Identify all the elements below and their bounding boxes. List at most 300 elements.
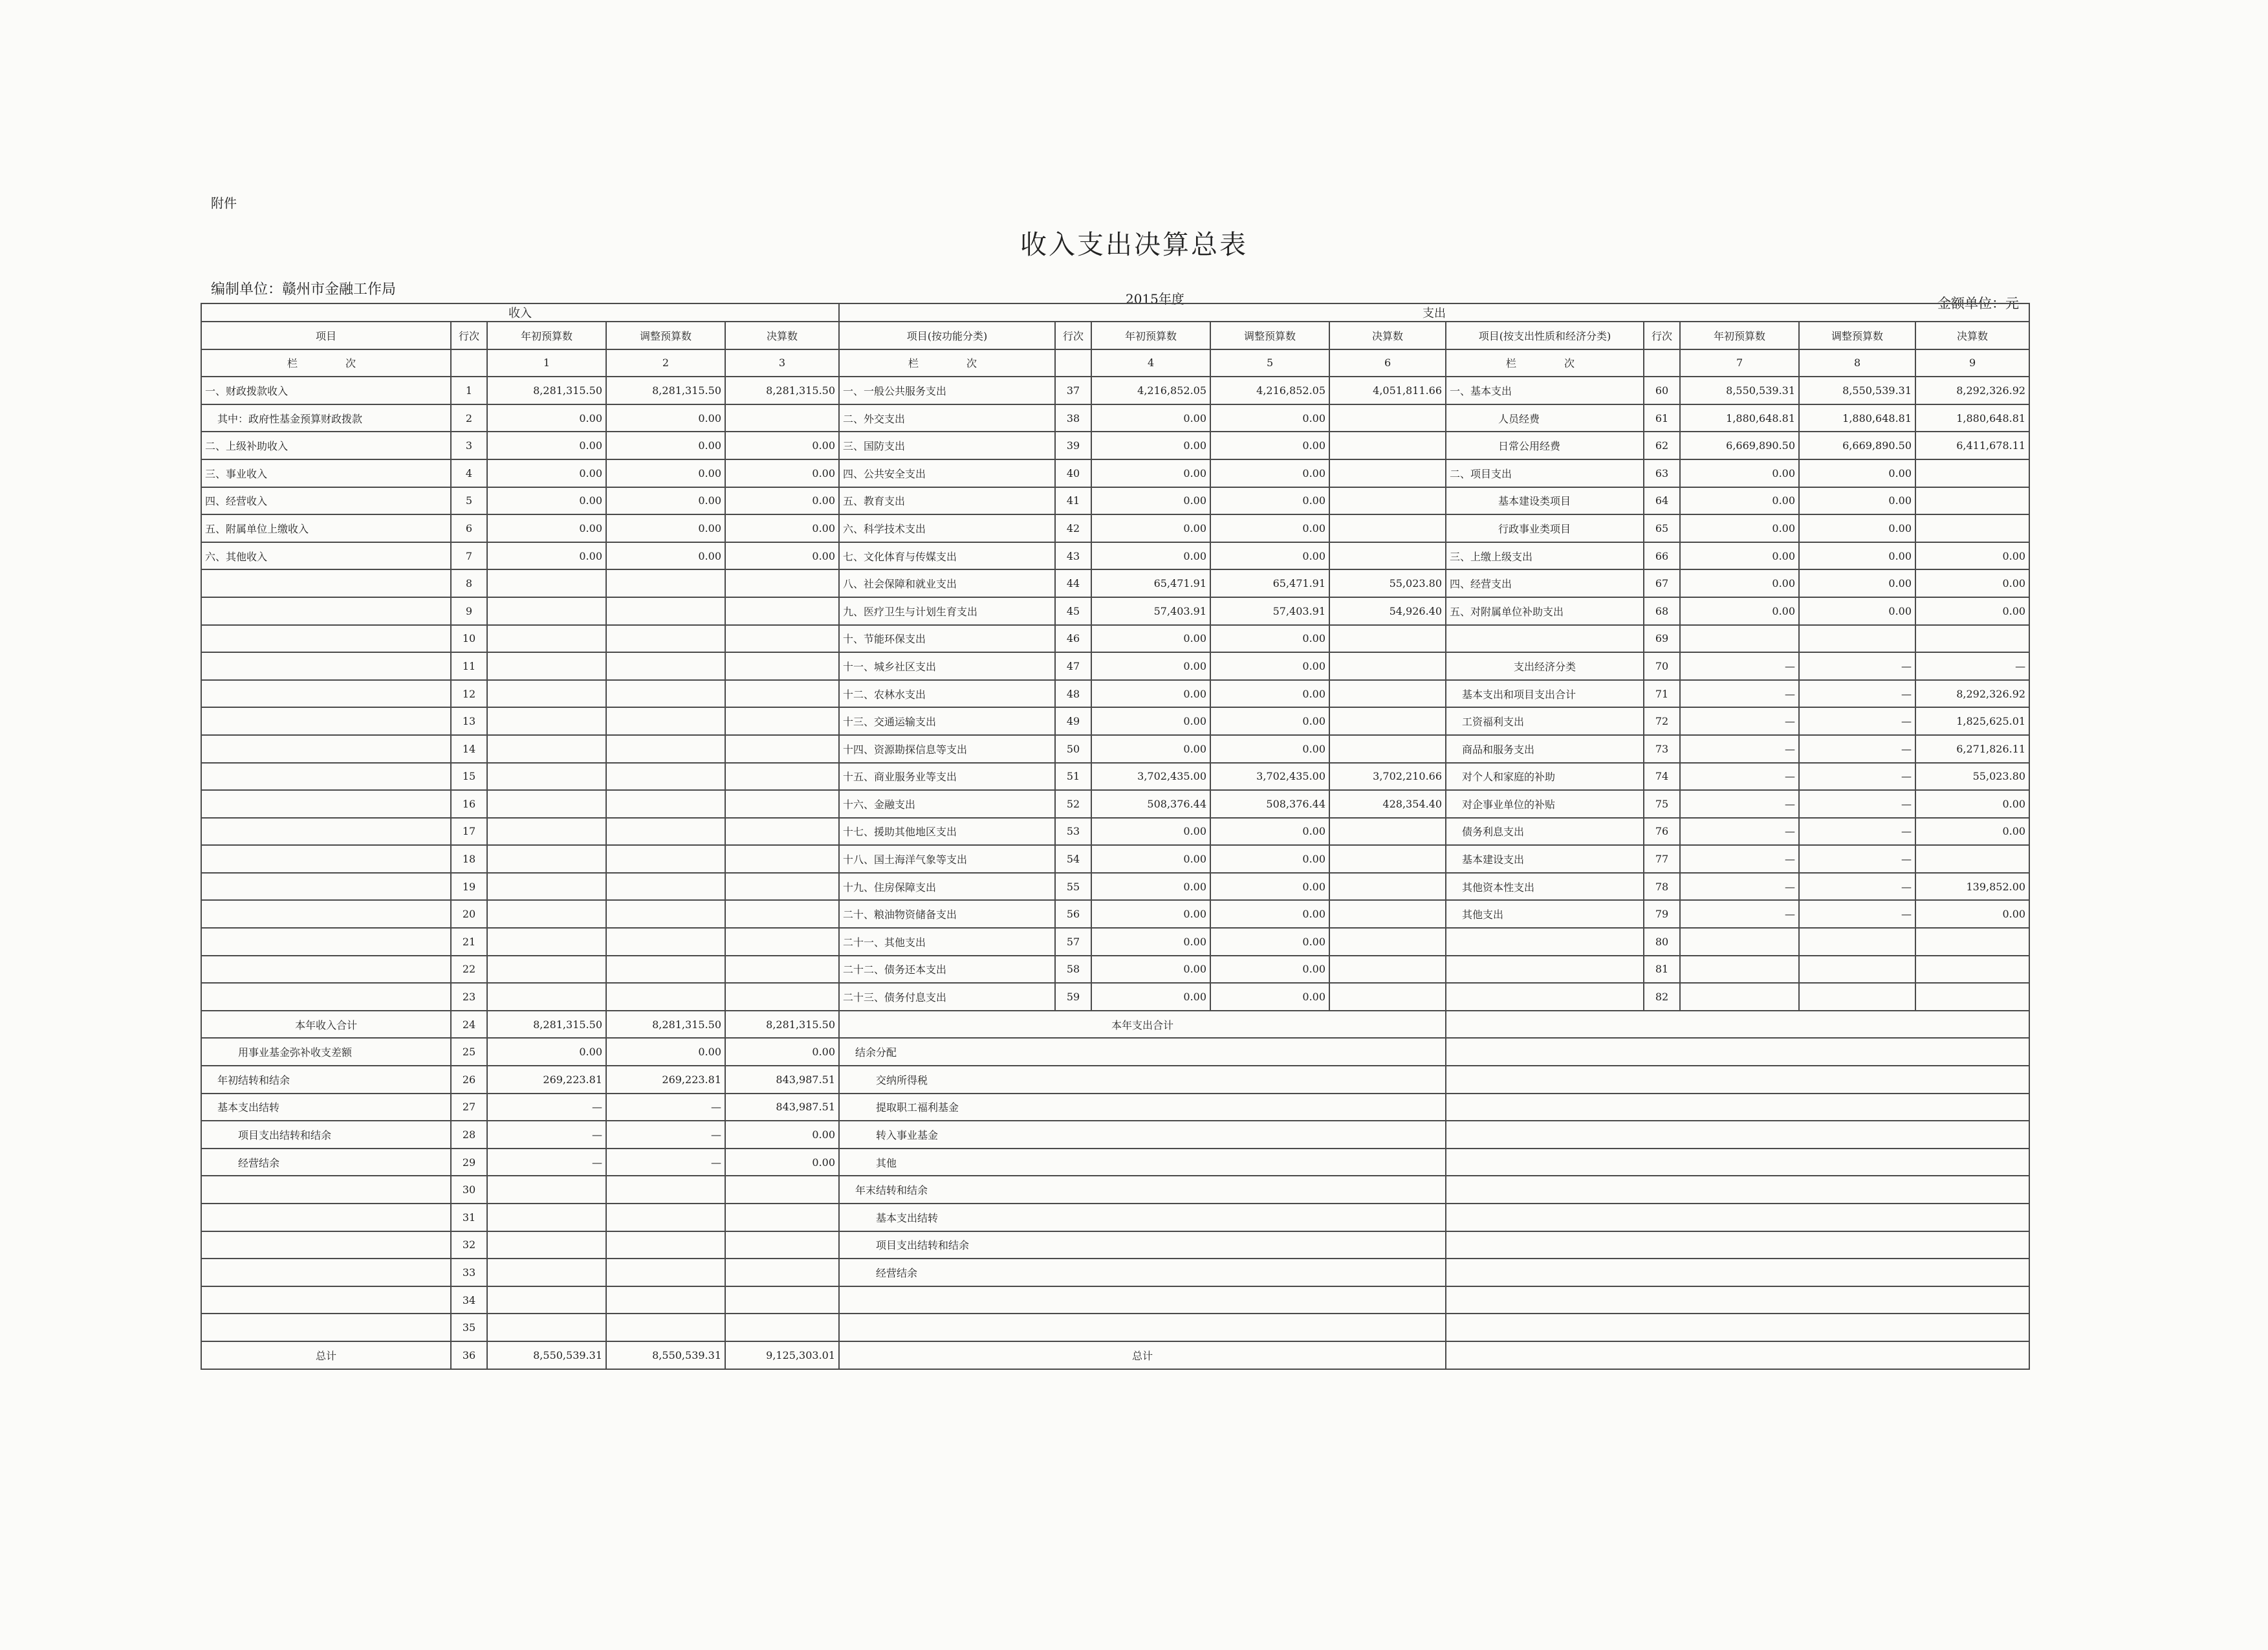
economic-expense-line-number: 77 — [1644, 845, 1680, 873]
income-final-amount — [725, 652, 839, 680]
function-expense-adjusted-budget: 0.00 — [1210, 873, 1329, 901]
function-expense-adjusted-budget: 0.00 — [1210, 487, 1329, 515]
income-final-amount: 8,281,315.50 — [725, 377, 839, 404]
economic-expense-final-amount — [1915, 459, 2029, 487]
income-final-amount — [725, 597, 839, 625]
table-row — [201, 1314, 2029, 1341]
income-line-number: 1 — [451, 377, 487, 404]
income-adjusted-budget — [606, 928, 725, 956]
table-row — [201, 983, 2029, 1011]
economic-expense-item: 基本建设支出 — [1446, 845, 1644, 873]
table-row — [201, 459, 2029, 487]
function-expense-item: 二、外交支出 — [839, 404, 1055, 432]
income-line-number: 31 — [451, 1204, 487, 1231]
column-header-row — [201, 322, 2029, 349]
table-row — [201, 1176, 2029, 1204]
summary-spacer — [1446, 1094, 2029, 1121]
economic-expense-adjusted-budget: — — [1799, 763, 1915, 791]
function-expense-final-amount — [1329, 707, 1446, 735]
income-adjusted-budget — [606, 845, 725, 873]
header-economic-final: 决算数 — [1915, 322, 2029, 349]
income-line-number: 2 — [451, 404, 487, 432]
economic-expense-line-number: 68 — [1644, 597, 1680, 625]
economic-expense-final-amount: — — [1915, 652, 2029, 680]
function-expense-adjusted-budget: 508,376.44 — [1210, 790, 1329, 818]
income-final-amount — [725, 763, 839, 791]
income-initial-budget — [487, 707, 606, 735]
function-expense-item: 十九、住房保障支出 — [839, 873, 1055, 901]
economic-expense-item — [1446, 625, 1644, 653]
income-final-amount: 0.00 — [725, 1121, 839, 1149]
table-row — [201, 542, 2029, 570]
income-item: 用事业基金弥补收支差额 — [201, 1038, 451, 1066]
function-expense-final-amount — [1329, 432, 1446, 459]
function-expense-line-number: 58 — [1055, 956, 1091, 984]
income-line-number: 36 — [451, 1341, 487, 1369]
income-initial-budget — [487, 680, 606, 708]
income-item — [201, 818, 451, 846]
economic-expense-final-amount: 55,023.80 — [1915, 763, 2029, 791]
economic-expense-line-number: 80 — [1644, 928, 1680, 956]
income-final-amount — [725, 818, 839, 846]
function-expense-initial-budget: 0.00 — [1091, 514, 1210, 542]
table-row — [201, 569, 2029, 597]
column-number: 9 — [1915, 349, 2029, 377]
economic-expense-item — [1446, 928, 1644, 956]
income-initial-budget — [487, 818, 606, 846]
economic-expense-item: 三、上缴上级支出 — [1446, 542, 1644, 570]
economic-expense-adjusted-budget: — — [1799, 873, 1915, 901]
function-expense-adjusted-budget: 0.00 — [1210, 625, 1329, 653]
function-expense-initial-budget: 65,471.91 — [1091, 569, 1210, 597]
economic-expense-initial-budget: — — [1680, 707, 1799, 735]
economic-expense-item: 其他资本性支出 — [1446, 873, 1644, 901]
economic-expense-final-amount: 0.00 — [1915, 569, 2029, 597]
economic-expense-item: 支出经济分类 — [1446, 652, 1644, 680]
header-economic-adjusted: 调整预算数 — [1799, 322, 1915, 349]
economic-expense-final-amount — [1915, 845, 2029, 873]
income-item: 本年收入合计 — [201, 1011, 451, 1039]
function-expense-initial-budget: 57,403.91 — [1091, 597, 1210, 625]
income-initial-budget — [487, 569, 606, 597]
function-expense-initial-budget: 4,216,852.05 — [1091, 377, 1210, 404]
income-line-number: 27 — [451, 1094, 487, 1121]
income-item — [201, 625, 451, 653]
income-initial-budget — [487, 1314, 606, 1341]
column-number: 2 — [606, 349, 725, 377]
income-line-number: 13 — [451, 707, 487, 735]
function-expense-adjusted-budget: 0.00 — [1210, 983, 1329, 1011]
summary-item: 年末结转和结余 — [839, 1176, 1446, 1204]
summary-item — [839, 1314, 1446, 1341]
economic-expense-initial-budget — [1680, 625, 1799, 653]
header-function-item: 项目(按功能分类) — [839, 322, 1055, 349]
function-expense-item: 六、科学技术支出 — [839, 514, 1055, 542]
table-row — [201, 680, 2029, 708]
income-line-number: 16 — [451, 790, 487, 818]
table-row — [201, 928, 2029, 956]
economic-expense-adjusted-budget: — — [1799, 652, 1915, 680]
table-row — [201, 1011, 2029, 1039]
table-row — [201, 845, 2029, 873]
header-economic-item: 项目(按支出性质和经济分类) — [1446, 322, 1644, 349]
header-income-initial: 年初预算数 — [487, 322, 606, 349]
economic-expense-initial-budget: 6,669,890.50 — [1680, 432, 1799, 459]
header-function-adjusted: 调整预算数 — [1210, 322, 1329, 349]
summary-spacer — [1446, 1259, 2029, 1286]
function-expense-adjusted-budget: 0.00 — [1210, 652, 1329, 680]
function-expense-final-amount: 428,354.40 — [1329, 790, 1446, 818]
header-income-adjusted: 调整预算数 — [606, 322, 725, 349]
income-item — [201, 569, 451, 597]
function-expense-line-number: 52 — [1055, 790, 1091, 818]
income-initial-budget: — — [487, 1149, 606, 1176]
economic-expense-initial-budget: 0.00 — [1680, 514, 1799, 542]
table-row — [201, 1094, 2029, 1121]
income-item: 基本支出结转 — [201, 1094, 451, 1121]
function-expense-initial-budget: 0.00 — [1091, 900, 1210, 928]
income-item — [201, 707, 451, 735]
income-item: 四、经营收入 — [201, 487, 451, 515]
function-expense-line-number: 50 — [1055, 735, 1091, 763]
income-final-amount — [725, 790, 839, 818]
function-expense-adjusted-budget: 0.00 — [1210, 514, 1329, 542]
income-adjusted-budget — [606, 625, 725, 653]
income-adjusted-budget — [606, 569, 725, 597]
function-expense-final-amount — [1329, 845, 1446, 873]
economic-expense-item: 对个人和家庭的补助 — [1446, 763, 1644, 791]
economic-expense-initial-budget: — — [1680, 790, 1799, 818]
income-adjusted-budget: 0.00 — [606, 542, 725, 570]
economic-expense-adjusted-budget: 0.00 — [1799, 542, 1915, 570]
income-initial-budget — [487, 928, 606, 956]
income-expense-table — [201, 303, 2030, 1370]
income-initial-budget — [487, 1231, 606, 1259]
income-adjusted-budget — [606, 1286, 725, 1314]
income-adjusted-budget: 0.00 — [606, 514, 725, 542]
function-expense-item: 十三、交通运输支出 — [839, 707, 1055, 735]
income-initial-budget: 0.00 — [487, 514, 606, 542]
income-line-number: 22 — [451, 956, 487, 984]
income-line-number: 4 — [451, 459, 487, 487]
function-expense-initial-budget: 0.00 — [1091, 735, 1210, 763]
function-expense-adjusted-budget: 0.00 — [1210, 735, 1329, 763]
income-adjusted-budget: 8,550,539.31 — [606, 1341, 725, 1369]
economic-expense-adjusted-budget: — — [1799, 790, 1915, 818]
income-final-amount — [725, 1176, 839, 1204]
function-expense-line-number: 59 — [1055, 983, 1091, 1011]
income-adjusted-budget: 269,223.81 — [606, 1066, 725, 1094]
income-adjusted-budget — [606, 1176, 725, 1204]
function-expense-final-amount — [1329, 514, 1446, 542]
function-expense-item: 十七、援助其他地区支出 — [839, 818, 1055, 846]
table-row — [201, 818, 2029, 846]
income-adjusted-budget — [606, 1314, 725, 1341]
economic-expense-line-number: 67 — [1644, 569, 1680, 597]
function-expense-adjusted-budget: 57,403.91 — [1210, 597, 1329, 625]
function-expense-item: 三、国防支出 — [839, 432, 1055, 459]
function-expense-final-amount: 3,702,210.66 — [1329, 763, 1446, 791]
summary-spacer — [1446, 1204, 2029, 1231]
income-item — [201, 1314, 451, 1341]
income-line-number: 29 — [451, 1149, 487, 1176]
table-row — [201, 1066, 2029, 1094]
function-expense-line-number: 40 — [1055, 459, 1091, 487]
income-item: 五、附属单位上缴收入 — [201, 514, 451, 542]
function-expense-line-number: 54 — [1055, 845, 1091, 873]
income-item — [201, 1286, 451, 1314]
attachment-label: 附件 — [211, 195, 237, 211]
function-expense-line-number: 53 — [1055, 818, 1091, 846]
summary-item: 总计 — [839, 1341, 1446, 1369]
fiscal-year-label: 2015年度 — [1126, 291, 1184, 307]
income-line-number: 17 — [451, 818, 487, 846]
function-expense-initial-budget: 0.00 — [1091, 652, 1210, 680]
income-initial-budget: 0.00 — [487, 404, 606, 432]
function-expense-initial-budget: 0.00 — [1091, 873, 1210, 901]
income-initial-budget: 0.00 — [487, 459, 606, 487]
currency-unit-label: 金额单位：元 — [1937, 296, 2019, 311]
income-final-amount: 8,281,315.50 — [725, 1011, 839, 1039]
table-row — [201, 487, 2029, 515]
economic-expense-adjusted-budget: 0.00 — [1799, 597, 1915, 625]
table-row — [201, 377, 2029, 404]
function-expense-initial-budget: 0.00 — [1091, 956, 1210, 984]
function-expense-adjusted-budget: 0.00 — [1210, 818, 1329, 846]
function-expense-adjusted-budget: 3,702,435.00 — [1210, 763, 1329, 791]
income-item — [201, 763, 451, 791]
column-number-empty — [451, 349, 487, 377]
economic-expense-initial-budget: — — [1680, 763, 1799, 791]
summary-spacer — [1446, 1066, 2029, 1094]
income-line-number: 20 — [451, 900, 487, 928]
income-adjusted-budget — [606, 818, 725, 846]
function-expense-adjusted-budget: 0.00 — [1210, 680, 1329, 708]
function-expense-line-number: 45 — [1055, 597, 1091, 625]
table-row — [201, 956, 2029, 984]
economic-expense-item: 基本支出和项目支出合计 — [1446, 680, 1644, 708]
column-number-empty — [1055, 349, 1091, 377]
economic-expense-item — [1446, 983, 1644, 1011]
income-final-amount — [725, 680, 839, 708]
income-line-number: 24 — [451, 1011, 487, 1039]
income-item: 一、财政拨款收入 — [201, 377, 451, 404]
function-expense-item: 十一、城乡社区支出 — [839, 652, 1055, 680]
economic-expense-line-number: 74 — [1644, 763, 1680, 791]
table-row — [201, 1341, 2029, 1369]
income-item — [201, 680, 451, 708]
summary-item: 其他 — [839, 1149, 1446, 1176]
economic-expense-line-number: 65 — [1644, 514, 1680, 542]
function-expense-adjusted-budget: 0.00 — [1210, 900, 1329, 928]
economic-expense-adjusted-budget: — — [1799, 707, 1915, 735]
economic-expense-item: 商品和服务支出 — [1446, 735, 1644, 763]
expense-group-header: 支出 — [839, 303, 2029, 322]
income-item — [201, 652, 451, 680]
economic-expense-line-number: 66 — [1644, 542, 1680, 570]
column-number: 7 — [1680, 349, 1799, 377]
economic-expense-final-amount — [1915, 928, 2029, 956]
economic-expense-final-amount: 8,292,326.92 — [1915, 680, 2029, 708]
economic-expense-line-number: 64 — [1644, 487, 1680, 515]
economic-expense-adjusted-budget: 0.00 — [1799, 569, 1915, 597]
summary-item: 项目支出结转和结余 — [839, 1231, 1446, 1259]
income-item: 项目支出结转和结余 — [201, 1121, 451, 1149]
function-expense-item: 九、医疗卫生与计划生育支出 — [839, 597, 1055, 625]
function-expense-item: 四、公共安全支出 — [839, 459, 1055, 487]
income-adjusted-budget: 0.00 — [606, 1038, 725, 1066]
function-expense-initial-budget: 0.00 — [1091, 487, 1210, 515]
summary-item: 提取职工福利基金 — [839, 1094, 1446, 1121]
function-expense-initial-budget: 0.00 — [1091, 625, 1210, 653]
function-expense-final-amount — [1329, 487, 1446, 515]
economic-expense-final-amount: 0.00 — [1915, 900, 2029, 928]
table-row — [201, 1231, 2029, 1259]
function-expense-initial-budget: 0.00 — [1091, 983, 1210, 1011]
income-item — [201, 597, 451, 625]
income-final-amount: 843,987.51 — [725, 1094, 839, 1121]
economic-expense-item: 一、基本支出 — [1446, 377, 1644, 404]
economic-expense-initial-budget: 0.00 — [1680, 487, 1799, 515]
income-final-amount: 9,125,303.01 — [725, 1341, 839, 1369]
income-initial-budget — [487, 625, 606, 653]
income-item — [201, 790, 451, 818]
table-row — [201, 597, 2029, 625]
income-initial-budget — [487, 873, 606, 901]
income-initial-budget — [487, 1259, 606, 1286]
income-final-amount — [725, 404, 839, 432]
summary-spacer — [1446, 1149, 2029, 1176]
economic-expense-adjusted-budget: 0.00 — [1799, 487, 1915, 515]
function-expense-initial-budget: 0.00 — [1091, 707, 1210, 735]
income-initial-budget: 0.00 — [487, 432, 606, 459]
function-expense-line-number: 47 — [1055, 652, 1091, 680]
page-title: 收入支出决算总表 — [1020, 229, 1248, 260]
income-initial-budget: 0.00 — [487, 542, 606, 570]
summary-spacer — [1446, 1286, 2029, 1314]
table-body — [201, 377, 2029, 1369]
summary-spacer — [1446, 1314, 2029, 1341]
income-item — [201, 928, 451, 956]
income-line-number: 30 — [451, 1176, 487, 1204]
income-initial-budget: 8,550,539.31 — [487, 1341, 606, 1369]
income-initial-budget — [487, 900, 606, 928]
economic-expense-initial-budget: — — [1680, 818, 1799, 846]
table-row — [201, 1286, 2029, 1314]
economic-expense-final-amount: 139,852.00 — [1915, 873, 2029, 901]
income-final-amount: 0.00 — [725, 1038, 839, 1066]
function-expense-initial-budget: 508,376.44 — [1091, 790, 1210, 818]
economic-expense-item: 行政事业类项目 — [1446, 514, 1644, 542]
income-initial-budget: — — [487, 1121, 606, 1149]
economic-expense-item: 五、对附属单位补助支出 — [1446, 597, 1644, 625]
income-line-number: 5 — [451, 487, 487, 515]
economic-expense-line-number: 70 — [1644, 652, 1680, 680]
function-expense-initial-budget: 0.00 — [1091, 818, 1210, 846]
economic-expense-line-number: 82 — [1644, 983, 1680, 1011]
summary-item: 基本支出结转 — [839, 1204, 1446, 1231]
income-item — [201, 1176, 451, 1204]
economic-expense-line-number: 71 — [1644, 680, 1680, 708]
column-number: 3 — [725, 349, 839, 377]
function-expense-item: 二十三、债务付息支出 — [839, 983, 1055, 1011]
economic-expense-adjusted-budget: 0.00 — [1799, 514, 1915, 542]
economic-expense-item: 二、项目支出 — [1446, 459, 1644, 487]
economic-expense-line-number: 61 — [1644, 404, 1680, 432]
income-final-amount: 0.00 — [725, 1149, 839, 1176]
income-final-amount — [725, 707, 839, 735]
function-expense-item: 五、教育支出 — [839, 487, 1055, 515]
income-adjusted-budget — [606, 900, 725, 928]
function-expense-item: 二十二、债务还本支出 — [839, 956, 1055, 984]
function-expense-initial-budget: 0.00 — [1091, 459, 1210, 487]
function-expense-final-amount: 55,023.80 — [1329, 569, 1446, 597]
column-number: 6 — [1329, 349, 1446, 377]
economic-expense-final-amount: 0.00 — [1915, 597, 2029, 625]
function-expense-initial-budget: 0.00 — [1091, 928, 1210, 956]
economic-expense-initial-budget: — — [1680, 845, 1799, 873]
function-expense-adjusted-budget: 0.00 — [1210, 404, 1329, 432]
function-expense-line-number: 57 — [1055, 928, 1091, 956]
income-item — [201, 900, 451, 928]
function-expense-item: 七、文化体育与传媒支出 — [839, 542, 1055, 570]
income-final-amount — [725, 1259, 839, 1286]
income-adjusted-budget — [606, 1231, 725, 1259]
economic-expense-final-amount — [1915, 983, 2029, 1011]
summary-spacer — [1446, 1038, 2029, 1066]
economic-expense-adjusted-budget — [1799, 625, 1915, 653]
economic-expense-final-amount: 6,411,678.11 — [1915, 432, 2029, 459]
income-adjusted-budget: 0.00 — [606, 459, 725, 487]
function-expense-initial-budget: 0.00 — [1091, 680, 1210, 708]
column-number: 1 — [487, 349, 606, 377]
income-final-amount — [725, 735, 839, 763]
income-initial-budget — [487, 790, 606, 818]
function-expense-item: 二十、粮油物资储备支出 — [839, 900, 1055, 928]
header-economic-line: 行次 — [1644, 322, 1680, 349]
income-initial-budget — [487, 1286, 606, 1314]
economic-expense-adjusted-budget: — — [1799, 680, 1915, 708]
function-expense-final-amount — [1329, 928, 1446, 956]
income-line-number: 12 — [451, 680, 487, 708]
function-expense-item: 十八、国土海洋气象等支出 — [839, 845, 1055, 873]
income-initial-budget — [487, 1204, 606, 1231]
economic-expense-final-amount: 1,825,625.01 — [1915, 707, 2029, 735]
function-expense-item: 八、社会保障和就业支出 — [839, 569, 1055, 597]
economic-expense-final-amount: 1,880,648.81 — [1915, 404, 2029, 432]
income-final-amount: 0.00 — [725, 487, 839, 515]
function-expense-item: 十五、商业服务业等支出 — [839, 763, 1055, 791]
function-expense-final-amount — [1329, 652, 1446, 680]
summary-item: 本年支出合计 — [839, 1011, 1446, 1039]
economic-expense-adjusted-budget: — — [1799, 818, 1915, 846]
function-expense-line-number: 39 — [1055, 432, 1091, 459]
economic-expense-final-amount: 8,292,326.92 — [1915, 377, 2029, 404]
income-line-number: 25 — [451, 1038, 487, 1066]
function-expense-initial-budget: 0.00 — [1091, 404, 1210, 432]
function-expense-item: 十、节能环保支出 — [839, 625, 1055, 653]
function-expense-final-amount — [1329, 459, 1446, 487]
economic-expense-initial-budget: 0.00 — [1680, 597, 1799, 625]
income-final-amount — [725, 1286, 839, 1314]
income-line-number: 3 — [451, 432, 487, 459]
function-expense-line-number: 43 — [1055, 542, 1091, 570]
table-row — [201, 652, 2029, 680]
economic-expense-item: 债务利息支出 — [1446, 818, 1644, 846]
function-expense-item: 二十一、其他支出 — [839, 928, 1055, 956]
income-initial-budget — [487, 597, 606, 625]
table-row — [201, 900, 2029, 928]
